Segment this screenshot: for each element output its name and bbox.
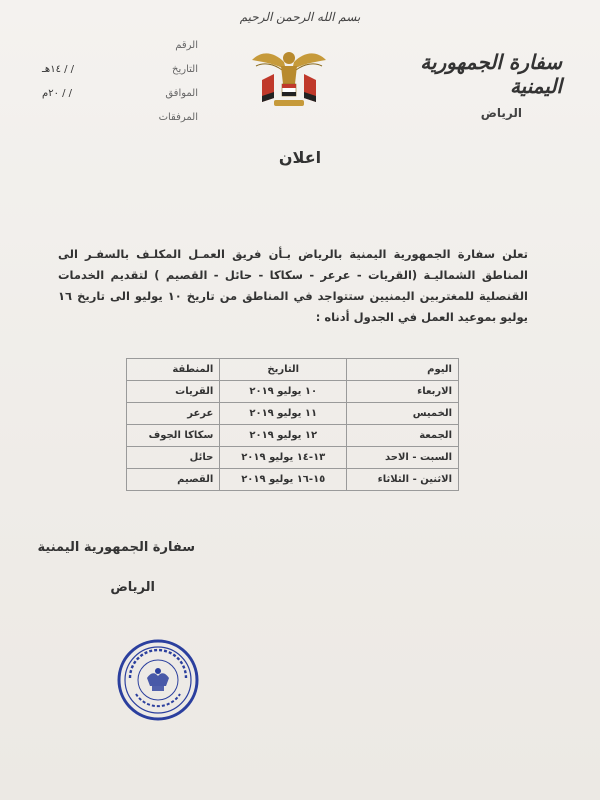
cell-region: سكاكا الجوف: [127, 425, 220, 447]
cell-region: القريات: [127, 381, 220, 403]
meta-number-row: [38, 40, 198, 64]
announcement-body: تعلن سفارة الجمهورية اليمنية بالرياض بـأن فريق العمـل المكلـف بالسفـر الى المناطق الشماليـة (القريات - عرعر - سكاكا - حائل - القصيم ) لتقديم الخدمات القنصلية للمغتربين اليمنيين ستتواجد في المناطق من تاريخ ١٠ يوليو الى تاريخ ١٦ يوليو بموعيد العمل في الجدول أدناه :: [58, 247, 528, 324]
embassy-seal-icon: [116, 638, 200, 722]
meta-label: الموافق: [165, 88, 198, 99]
cell-day: الجمعة: [347, 425, 459, 447]
embassy-city: الرياض: [480, 106, 522, 120]
cell-date: ١٣-١٤ يوليو ٢٠١٩: [220, 447, 347, 469]
table-header-row: [127, 359, 459, 381]
table-row: [127, 469, 459, 491]
meta-value: / / ٢٠م: [42, 88, 73, 99]
meta-label: الرقم: [175, 40, 198, 51]
cell-date: ١٠ يوليو ٢٠١٩: [220, 381, 347, 403]
table-row: [127, 381, 459, 403]
signature-city: الرياض: [110, 580, 155, 595]
embassy-name: سفارة الجمهورية اليمنية: [420, 50, 562, 98]
header-day: اليوم: [347, 359, 459, 381]
letter-meta: [38, 40, 198, 136]
cell-day: الاربعاء: [347, 381, 459, 403]
embassy-letterhead: [382, 50, 562, 120]
header-region: المنطقة: [127, 359, 220, 381]
announcement-title: اعلان: [278, 148, 322, 167]
cell-region: عرعر: [127, 403, 220, 425]
meta-corresponding-row: [38, 88, 198, 112]
meta-date-row: [38, 64, 198, 88]
cell-date: ١١ يوليو ٢٠١٩: [220, 403, 347, 425]
meta-attachments-row: [38, 112, 198, 136]
cell-region: حائل: [127, 447, 220, 469]
cell-day: الخميس: [347, 403, 459, 425]
meta-label: التاريخ: [172, 64, 198, 75]
table-row: [127, 447, 459, 469]
signature-name: سفارة الجمهورية اليمنية: [37, 540, 195, 555]
header-date: التاريخ: [220, 359, 347, 381]
yemen-emblem-icon: [248, 40, 330, 112]
signature-block: [15, 540, 195, 595]
table-row: [127, 403, 459, 425]
cell-date: ١٥-١٦ يوليو ٢٠١٩: [220, 469, 347, 491]
basmala: بسم الله الرحمن الرحيم: [239, 10, 361, 24]
cell-day: السبت - الاحد: [347, 447, 459, 469]
schedule-table: [126, 358, 459, 491]
cell-region: القصيم: [127, 469, 220, 491]
meta-label: المرفقات: [158, 112, 198, 123]
cell-day: الاثنين - الثلاثاء: [347, 469, 459, 491]
cell-date: ١٢ يوليو ٢٠١٩: [220, 425, 347, 447]
table-row: [127, 425, 459, 447]
meta-value: / / ١٤هـ: [42, 64, 75, 75]
